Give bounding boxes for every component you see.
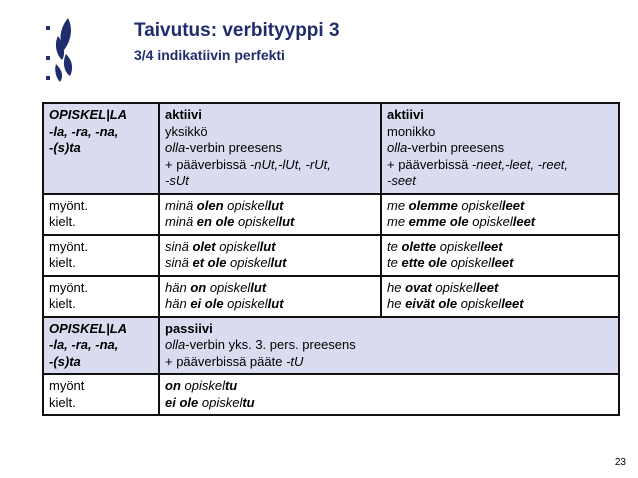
singular-form-cell: sinä olet opiskellut sinä et ole opiskellut [159,235,381,276]
header-row-active [43,103,619,194]
table-row [43,194,619,235]
slide-subtitle: 3/4 indikatiivin perfekti [134,47,285,63]
active-plural-header: aktiivi monikko olla-verbin preesens + pääverbissä -neet,-leet, -reet, -seet [381,103,619,194]
polarity-cell: myönt. kielt. [43,235,159,276]
active-singular-header: aktiivi yksikkö olla-verbin preesens + pääverbissä -nUt,-lUt, -rUt, -sUt [159,103,381,194]
plural-form-cell: te olette opiskelleet te ette ole opiskelleet [381,235,619,276]
singular-form-cell: minä olen opiskellut minä en ole opiskellut [159,194,381,235]
verb-type-cell: OPISKEL|LA -la, -ra, -na, -(s)ta [43,317,159,375]
slide-title: Taivutus: verbityyppi 3 [134,20,340,41]
singular-form-cell: hän on opiskellut hän ei ole opiskellut [159,276,381,317]
verb-type-cell: OPISKEL|LA -la, -ra, -na, -(s)ta [43,103,159,194]
plural-form-cell: me olemme opiskelleet me emme ole opiskelleet [381,194,619,235]
table-row [43,374,619,415]
polarity-cell: myönt. kielt. [43,194,159,235]
passive-header: passiivi olla-verbin yks. 3. pers. preesens + pääverbissä pääte -tU [159,317,619,375]
page-number: 23 [614,457,626,468]
polarity-cell: myönt kielt. [43,374,159,415]
plural-form-cell: he ovat opiskelleet he eivät ole opiskelleet [381,276,619,317]
table-row [43,235,619,276]
conjugation-table [42,102,620,416]
table-row [43,276,619,317]
polarity-cell: myönt. kielt. [43,276,159,317]
passive-form-cell: on opiskeltu ei ole opiskeltu [159,374,619,415]
header-row-passive [43,317,619,375]
flame-logo-icon [20,14,76,88]
